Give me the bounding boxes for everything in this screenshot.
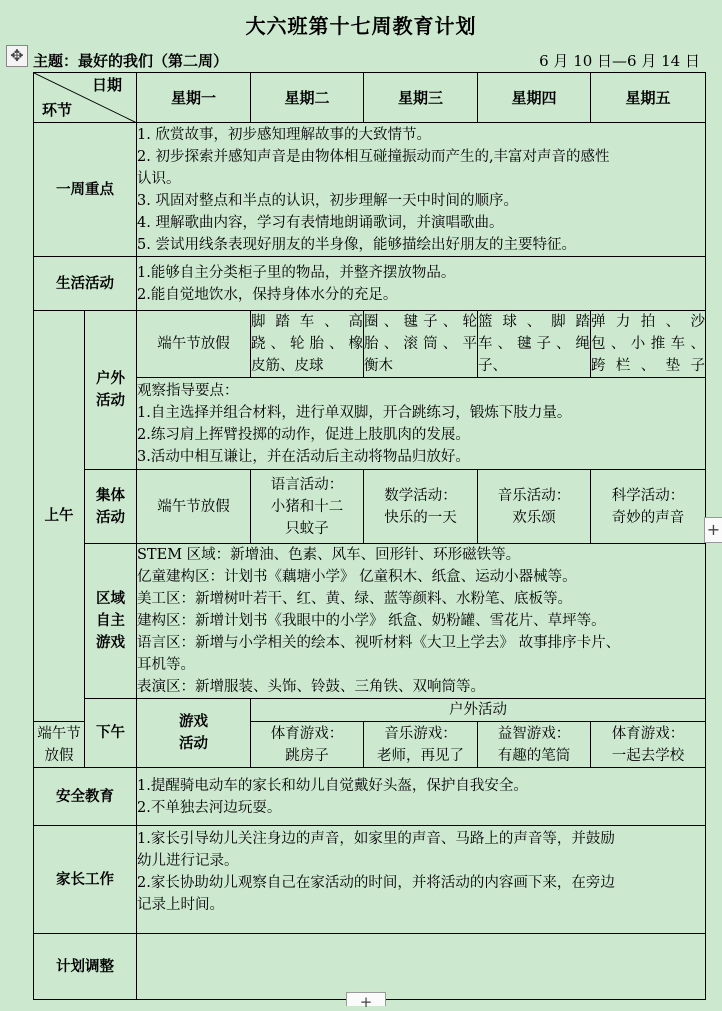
outdoor-mon: 端午节放假: [137, 311, 251, 378]
group-fri: [591, 470, 706, 544]
adjustment-content[interactable]: [137, 934, 706, 1000]
weekly-focus-row: [34, 123, 706, 257]
group-line: 欢乐颂: [512, 509, 556, 526]
outdoor-line: 子、: [478, 358, 507, 374]
outdoor-line: 圈、毽子、轮: [364, 314, 477, 330]
parents-label: 家长工作: [34, 826, 137, 934]
area-item: STEM 区域：新增油、色素、风车、回形针、环形磁铁等。: [137, 547, 521, 563]
day-header-mon: 星期一: [137, 73, 251, 123]
afternoon-outdoor-header: 户外活动: [251, 699, 706, 722]
weekly-focus-item: 5. 尝试用线条表现好朋友的半身像，能够描绘出好朋友的主要特征。: [137, 236, 576, 253]
header-row: [34, 73, 706, 123]
weekly-focus-item: 1. 欣赏故事，初步感知理解故事的大致情节。: [137, 126, 431, 143]
outdoor-line: 跷、轮胎、橡: [251, 336, 363, 352]
group-line: 语言活动：: [270, 476, 344, 493]
group-line: 小猪和十二: [270, 498, 344, 515]
game-tue: [251, 722, 364, 768]
weekly-focus-item: 3. 巩固对整点和半点的认识，初步理解一天中时间的顺序。: [137, 192, 518, 209]
outdoor-wed: [364, 311, 478, 378]
weekly-plan-table: [33, 72, 706, 1000]
area-item: 语言区：新增与小学相关的绘本、视听材料《大卫上学去》 故事排序卡片、: [137, 635, 621, 651]
game-line: 体育游戏：: [611, 725, 685, 742]
game-label-line: 活动: [179, 735, 208, 752]
safety-item: 2.不单独去河边玩耍。: [137, 799, 282, 816]
table-move-handle-icon[interactable]: ✥: [6, 45, 28, 67]
outdoor-line: 胎、滚筒、平: [364, 336, 477, 352]
guidance-item: 1.自主选择并组合材料，进行单双脚，开合跳练习，锻炼下肢力量。: [137, 404, 572, 421]
corner-header-cell: [34, 73, 137, 123]
game-wed: [364, 722, 478, 768]
add-column-icon[interactable]: +: [704, 517, 722, 543]
area-activity-row: [34, 544, 706, 699]
game-mon: 端午节放假: [34, 722, 85, 768]
date-range: 6 月 10 日—6 月 14 日: [539, 52, 700, 70]
outdoor-line: 跨栏、垫子: [591, 358, 705, 374]
weekly-focus-item: 4. 理解歌曲内容，学习有表情地朗诵歌词，并演唱歌曲。: [137, 214, 504, 231]
area-item: 表演区：新增服装、头饰、铃鼓、三角铁、双响筒等。: [137, 679, 485, 695]
daily-life-content: [137, 257, 706, 311]
theme-label: 主题：最好的我们（第二周）: [33, 52, 229, 70]
area-activity-content: [137, 544, 706, 699]
parents-item: 1.家长引导幼儿关注身边的声音，如家里的声音、马路上的声音等，并鼓励: [137, 831, 615, 847]
game-line: 跳房子: [285, 747, 329, 764]
area-item: 建构区：新增计划书《我眼中的小学》 纸盒、奶粉罐、雪花片、草坪等。: [137, 613, 606, 629]
outdoor-line: 弹力拍、沙: [591, 314, 705, 330]
group-tue: [251, 470, 364, 544]
daily-life-label: 生活活动: [34, 257, 137, 311]
group-wed: [364, 470, 478, 544]
game-line: 老师，再见了: [377, 747, 464, 764]
safety-label: 安全教育: [34, 768, 137, 826]
parents-item: 记录上时间。: [137, 897, 224, 913]
area-label-line: 游戏: [96, 634, 125, 651]
safety-item: 1.提醒骑电动车的家长和幼儿自觉戴好头盔，保护自我安全。: [137, 777, 528, 794]
game-line: 一起去学校: [611, 747, 685, 764]
group-line: 音乐活动：: [497, 487, 571, 504]
game-line: 音乐游戏：: [384, 725, 457, 742]
add-row-icon[interactable]: +: [346, 992, 386, 1006]
area-item: 耳机等。: [137, 657, 195, 673]
outdoor-guidance-content: [137, 378, 706, 470]
game-line: 益智游戏：: [497, 725, 571, 742]
group-line: 数学活动：: [384, 487, 457, 504]
outdoor-fri: [591, 311, 706, 378]
game-label-line: 游戏: [179, 713, 208, 730]
safety-content: [137, 768, 706, 826]
group-label-line: 活动: [96, 508, 125, 526]
adjustment-label: 计划调整: [34, 934, 137, 1000]
area-activity-label: [85, 544, 137, 699]
outdoor-materials-row: [34, 311, 706, 378]
day-header-fri: 星期五: [591, 73, 706, 123]
weekly-focus-label: 一周重点: [34, 123, 137, 257]
parents-row: [34, 826, 706, 934]
group-line: 奇妙的声音: [611, 509, 685, 526]
area-label-line: 自主: [96, 612, 125, 629]
morning-label: 上午: [34, 311, 85, 722]
group-line: 快乐的一天: [384, 509, 457, 526]
day-header-thu: 星期四: [478, 73, 591, 123]
area-item: 亿童建构区：计划书《藕塘小学》 亿童积木、纸盒、运动小器械等。: [137, 569, 577, 585]
weekly-focus-content: [137, 123, 706, 257]
weekly-focus-item: 2. 初步探索并感知声音是由物体相互碰撞振动而产生的,丰富对声音的感性: [137, 148, 610, 165]
date-header-label: 日期: [91, 76, 122, 94]
group-line: 科学活动：: [611, 487, 685, 504]
section-header-label: 环节: [42, 101, 73, 119]
parents-item: 幼儿进行记录。: [137, 853, 239, 869]
group-mon: 端午节放假: [137, 470, 251, 544]
guidance-item: 2.练习肩上挥臂投掷的动作，促进上肢肌肉的发展。: [137, 426, 470, 443]
group-activity-label: [85, 470, 137, 544]
outdoor-line: 脚踏车、高: [251, 314, 363, 330]
outdoor-label-line: 活动: [96, 392, 125, 409]
game-activity-label: [137, 699, 251, 768]
daily-life-item: 2.能自觉地饮水，保持身体水分的充足。: [137, 286, 398, 303]
outdoor-thu: [478, 311, 591, 378]
area-item: 美工区：新增树叶若干、红、黄、绿、蓝等颜料、水粉笔、底板等。: [137, 591, 572, 607]
outdoor-line: 篮球、脚踏: [478, 314, 590, 330]
afternoon-header-row: [34, 699, 706, 722]
game-line: 有趣的笔筒: [497, 747, 571, 764]
weekly-focus-item: 认识。: [137, 170, 181, 187]
guidance-item: 3.活动中相互谦让，并在活动后主动将物品归放好。: [137, 448, 470, 465]
outdoor-line: 皮筋、皮球: [251, 358, 324, 374]
adjustment-row: [34, 934, 706, 1000]
outdoor-line: 车、毽子、绳: [478, 336, 590, 352]
outdoor-line: 衡木: [364, 358, 393, 374]
area-label-line: 区域: [96, 590, 125, 607]
daily-life-item: 1.能够自主分类柜子里的物品，并整齐摆放物品。: [137, 264, 456, 281]
parents-item: 2.家长协助幼儿观察自己在家活动的时间，并将活动的内容画下来，在旁边: [137, 875, 615, 891]
game-thu: [478, 722, 591, 768]
parents-content: [137, 826, 706, 934]
page-title: 大六班第十七周教育计划: [245, 14, 477, 38]
game-fri: [591, 722, 706, 768]
game-line: 体育游戏：: [270, 725, 344, 742]
group-line: 只蚊子: [285, 520, 329, 537]
group-label-line: 集体: [96, 486, 125, 504]
group-activity-row: [34, 470, 706, 544]
daily-life-row: [34, 257, 706, 311]
guidance-item: 观察指导要点：: [137, 382, 239, 399]
day-header-wed: 星期三: [364, 73, 478, 123]
day-header-tue: 星期二: [251, 73, 364, 123]
outdoor-line: 包、小推车、: [591, 336, 705, 352]
outdoor-activity-label: [85, 311, 137, 470]
group-thu: [478, 470, 591, 544]
outdoor-tue: [251, 311, 364, 378]
outdoor-label-line: 户外: [96, 370, 125, 387]
safety-row: [34, 768, 706, 826]
afternoon-label: 下午: [85, 699, 137, 768]
